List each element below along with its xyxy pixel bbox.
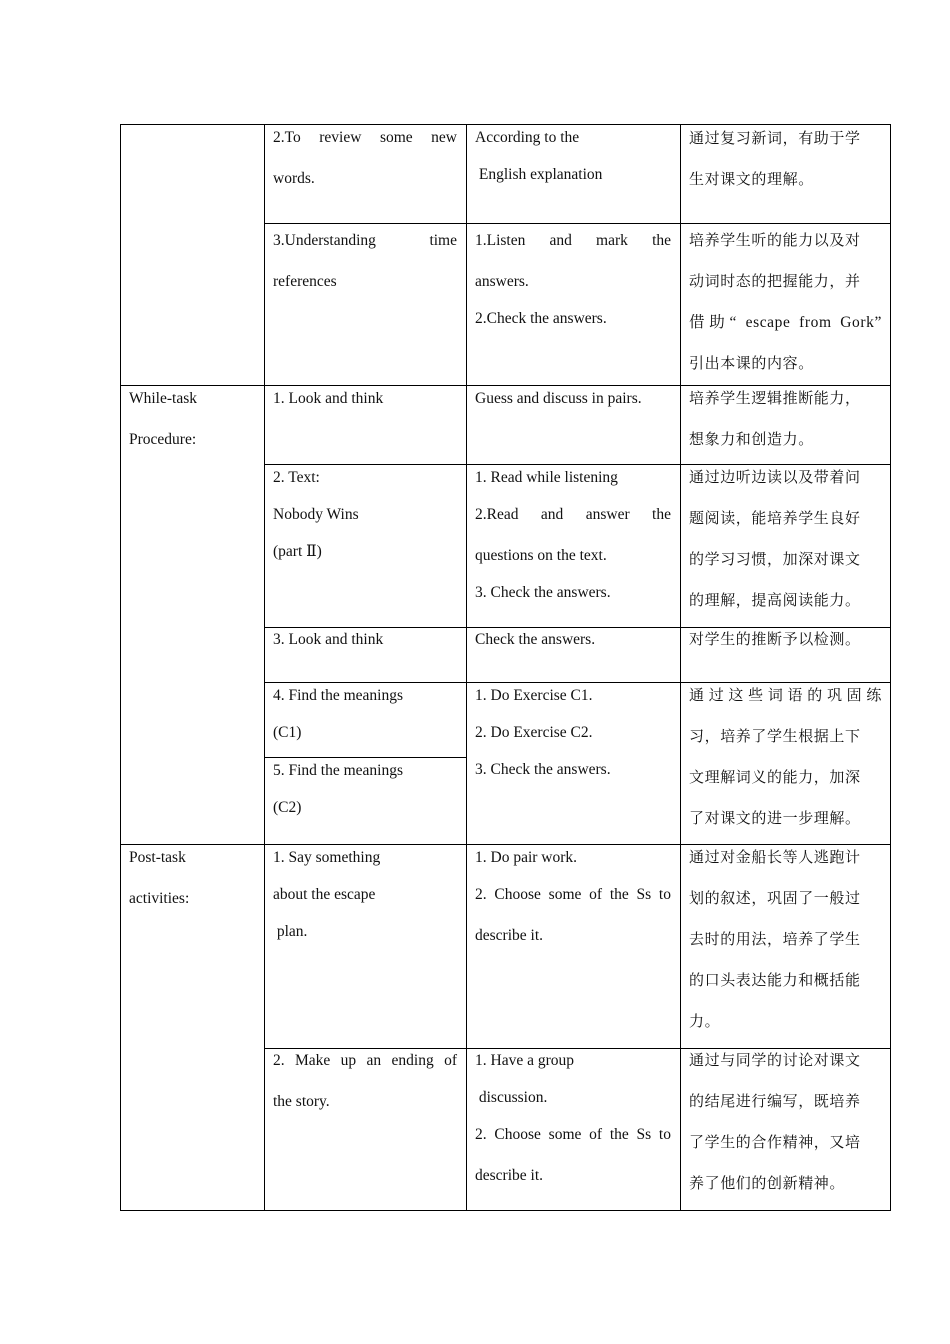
purpose-cell: 培养学生听的能力以及对 动词时态的把握能力，并 借助“ escape from Gork” 引出本课的内容。 — [689, 231, 882, 372]
activity-cell: 1. Read while listening 2.Read and answer the questions on the text. 3. Check the answers. — [475, 469, 671, 601]
activity-cell: 1. Have a group discussion. 2. Choose some of the Ss to describe it. — [475, 1052, 671, 1184]
step-cell: 2. Make up an ending of the story. — [273, 1052, 457, 1110]
purpose-cell: 对学生的推断予以检测。 — [689, 630, 861, 648]
table-border-left — [120, 124, 121, 1211]
activity-cell: Check the answers. — [475, 631, 596, 648]
stage-cell-post-task: Post-task activities: — [129, 849, 190, 907]
purpose-cell: 通过与同学的讨论对课文 的结尾进行编写，既培养 了学生的合作精神，又培 养了他们的创新精神。 — [689, 1051, 861, 1192]
step-cell: 1. Say something about the escape plan. — [273, 849, 381, 940]
activity-cell: 1. Do pair work. 2. Choose some of the Ss to describe it. — [475, 849, 671, 944]
lesson-plan-table — [120, 124, 891, 1211]
stage-cell-while-task: While-task Procedure: — [129, 390, 198, 448]
step-cell: 5. Find the meanings (C2) — [273, 762, 404, 816]
activity-cell: Guess and discuss in pairs. — [475, 390, 642, 407]
step-cell: 3.Understanding time references — [273, 232, 457, 290]
activity-cell: According to the English explanation — [475, 129, 603, 183]
activity-cell: 1.Listen and mark the answers. 2.Check the answers. — [475, 232, 671, 327]
step-cell: 2.To review some new words. — [273, 129, 457, 187]
purpose-cell: 通过复习新词，有助于学 生对课文的理解。 — [689, 129, 861, 188]
step-cell: 4. Find the meanings (C1) — [273, 687, 404, 741]
purpose-cell: 通过边听边读以及带着问 题阅读，能培养学生良好 的学习习惯，加深对课文 的理解，提高阅读能力。 — [689, 468, 861, 609]
table-border-bottom — [120, 1210, 891, 1211]
step-cell: 1. Look and think — [273, 390, 384, 407]
step-cell: 3. Look and think — [273, 631, 384, 648]
activity-cell: 1. Do Exercise C1. 2. Do Exercise C2. 3. Check the answers. — [475, 687, 611, 778]
step-cell: 2. Text: Nobody Wins (part Ⅱ) — [273, 469, 359, 560]
purpose-cell: 培养学生逻辑推断能力， 想象力和创造力。 — [689, 389, 861, 448]
purpose-cell: 通过这些词语的巩固练 习，培养了学生根据上下 文理解词义的能力，加深 了对课文的进一步理解。 — [689, 686, 882, 827]
purpose-cell: 通过对金船长等人逃跑计 划的叙述，巩固了一般过 去时的用法，培养了学生 的口头表达能力和概括能 力。 — [689, 848, 861, 1030]
